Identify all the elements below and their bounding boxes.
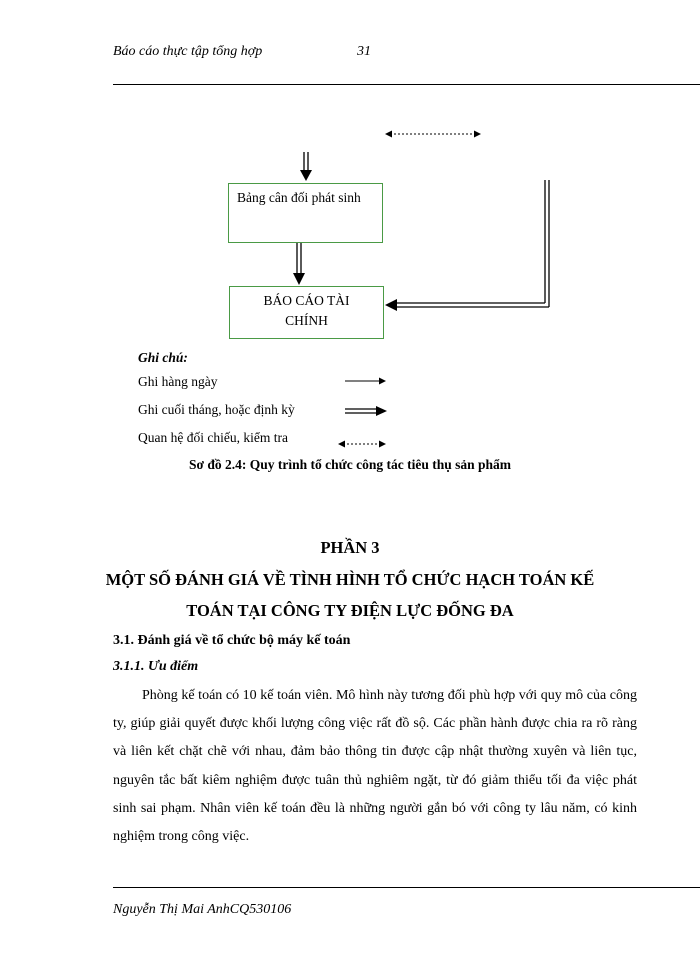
double-arrow-down-box1-to-box2 — [293, 243, 305, 285]
subsection-title: 3.1.1. Ưu điểm — [113, 659, 199, 674]
double-arrow-icon — [345, 406, 387, 416]
body-paragraph: Phòng kế toán có 10 kế toán viên. Mô hình này tương đối phù hợp với quy mô của công ty, giúp giải quyết được khối lượng công việc rất đồ sộ. Các phần hành được chia ra rõ ràng và liên kết chặt chẽ với nhau, đảm bảo thông tin được cập nhật thường xuyên và liên tục, nguyên tắc bất kiêm nghiệm được tuân thủ nghiêm ngặt, từ đó giảm thiểu tối đa việc phát sinh sai phạm. Nhân viên kế toán đều là những người gắn bó với công ty lâu năm, có kinh nghiệm trong công việc. — [113, 688, 637, 845]
box1-label: Bảng cân đối phát sinh — [237, 190, 361, 205]
legend-title: Ghi chú: — [138, 350, 188, 365]
box2-line1: BÁO CÁO TÀI — [263, 293, 350, 308]
section-title: 3.1. Đánh giá về tổ chức bộ máy kế toán — [113, 633, 351, 648]
part-title-line1: MỘT SỐ ĐÁNH GIÁ VỀ TÌNH HÌNH TỔ CHỨC HẠCH TOÁN KẾ — [105, 570, 595, 589]
header-title: Báo cáo thực tập tổng hợp — [113, 44, 263, 59]
page-number: 31 — [357, 44, 371, 59]
double-arrow-down-into-box1 — [300, 152, 312, 181]
part-heading: PHẦN 3 — [320, 538, 380, 557]
legend-item-monthly: Ghi cuối tháng, hoặc định kỳ — [138, 402, 295, 417]
double-arrow-right-into-box2 — [385, 180, 549, 311]
footer-author: Nguyễn Thị Mai AnhCQ530106 — [113, 902, 292, 917]
part-title-line2: TOÁN TẠI CÔNG TY ĐIỆN LỰC ĐỐNG ĐA — [186, 601, 514, 620]
footer-rule — [113, 887, 700, 888]
box2-line2: CHÍNH — [285, 313, 328, 328]
legend-item-crosscheck: Quan hệ đối chiếu, kiểm tra — [138, 430, 288, 445]
box-bang-can-doi-phat-sinh — [228, 183, 383, 243]
box-bao-cao-tai-chinh — [229, 286, 384, 339]
legend-item-daily: Ghi hàng ngày — [138, 374, 218, 389]
diagram-caption: Sơ đồ 2.4: Quy trình tổ chức công tác tiêu thụ sản phẩm — [189, 457, 511, 472]
